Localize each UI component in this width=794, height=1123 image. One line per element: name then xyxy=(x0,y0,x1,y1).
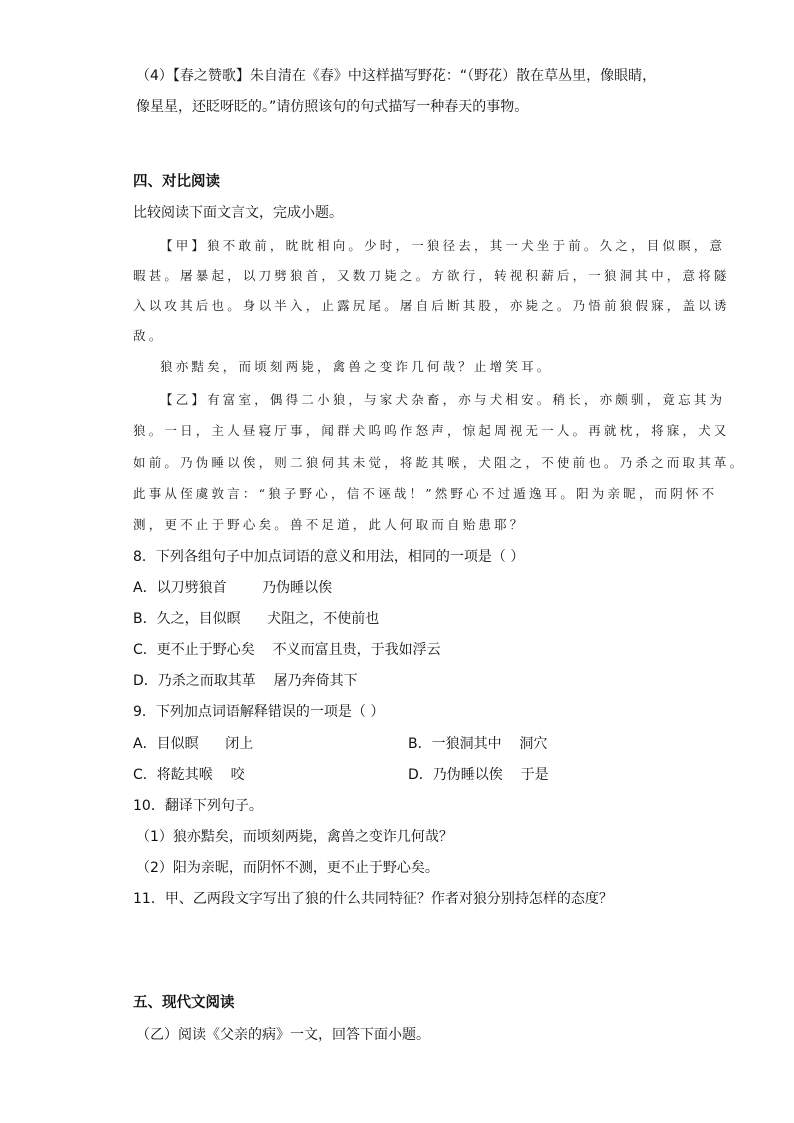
section-4-instruction: 比较阅读下面文言文，完成小题。 xyxy=(133,205,343,221)
passage-yi-line: 如前。乃伪睡以俟，则二狼伺其未觉，将龁其喉，犬阻之，不使前也。乃杀之而取其革。 xyxy=(133,455,746,470)
q9-option-a: A．目似瞑 闭上 xyxy=(133,736,254,752)
q8-option-b: B．久之，目似瞑 犬阻之，不使前也 xyxy=(133,611,380,627)
passage-yi-line: 此事从侄虞敦言：“狼子野心，信不诬哉！”然野心不过遁逸耳。阳为亲昵，而阴怀不 xyxy=(133,486,718,501)
q10-sentence-1: （1）狼亦黠矣，而顷刻两毙，禽兽之变诈几何哉？ xyxy=(136,829,453,845)
section-5-instruction: （乙）阅读《父亲的病》一文，回答下面小题。 xyxy=(136,1027,430,1043)
passage-jia-line: 暇甚。屠暴起，以刀劈狼首，又数刀毙之。方欲行，转视积薪后，一狼洞其中，意将隧 xyxy=(133,268,730,283)
passage-jia-line: 入以攻其后也。身以半入，止露尻尾。屠自后断其股，亦毙之。乃悟前狼假寐，盖以诱 xyxy=(133,298,730,313)
q9-option-b: B．一狼洞其中 洞穴 xyxy=(408,736,548,752)
q8-stem: 8．下列各组句子中加点词语的意义和用法，相同的一项是（ ） xyxy=(133,549,525,565)
q4-line-2: 像星星，还眨呀眨的。”请仿照该句的句式描写一种春天的事物。 xyxy=(136,99,529,115)
q8-option-a: A．以刀劈狼首 乃伪睡以俟 xyxy=(133,580,333,596)
q11-stem: 11．甲、乙两段文字写出了狼的什么共同特征？作者对狼分别持怎样的态度？ xyxy=(133,891,613,907)
q9-stem: 9．下列加点词语解释错误的一项是（ ） xyxy=(133,704,385,720)
q10-stem: 10．翻译下列句子。 xyxy=(133,798,263,814)
q9-option-d: D．乃伪睡以俟 于是 xyxy=(408,767,549,783)
q10-sentence-2: （2）阳为亲昵，而阴怀不测，更不止于野心矣。 xyxy=(136,860,439,876)
passage-yi-line: 【乙】有富室，偶得二小狼，与家犬杂畜，亦与犬相安。稍长，亦颇驯，竟忘其为 xyxy=(160,392,726,407)
q4-line-1: （4）【春之赞歌】朱自清在《春》中这样描写野花：“（野花）散在草丛里，像眼睛， xyxy=(136,68,657,84)
passage-jia-line: 敌。 xyxy=(133,328,165,343)
passage-yi-line: 测，更不止于野心矣。兽不足道，此人何取而自贻患耶？ xyxy=(133,517,526,532)
q9-option-c: C．将龁其喉 咬 xyxy=(133,767,245,783)
passage-jia-line: 【甲】狼不敢前，眈眈相向。少时，一狼径去，其一犬坐于前。久之，目似瞑，意 xyxy=(160,238,726,253)
section-5-title: 五、现代文阅读 xyxy=(133,995,235,1011)
q8-option-c: C．更不止于野心矣 不义而富且贵，于我如浮云 xyxy=(133,642,441,658)
q8-option-d: D．乃杀之而取其革 屠乃奔倚其下 xyxy=(133,673,358,689)
passage-yi-line: 狼。一日，主人昼寝厅事，闻群犬呜呜作怒声，惊起周视无一人。再就枕，将寐，犬又 xyxy=(133,423,730,438)
section-4-title: 四、对比阅读 xyxy=(133,174,220,190)
passage-jia-comment: 狼亦黠矣，而顷刻两毙，禽兽之变诈几何哉？止增笑耳。 xyxy=(160,359,553,374)
